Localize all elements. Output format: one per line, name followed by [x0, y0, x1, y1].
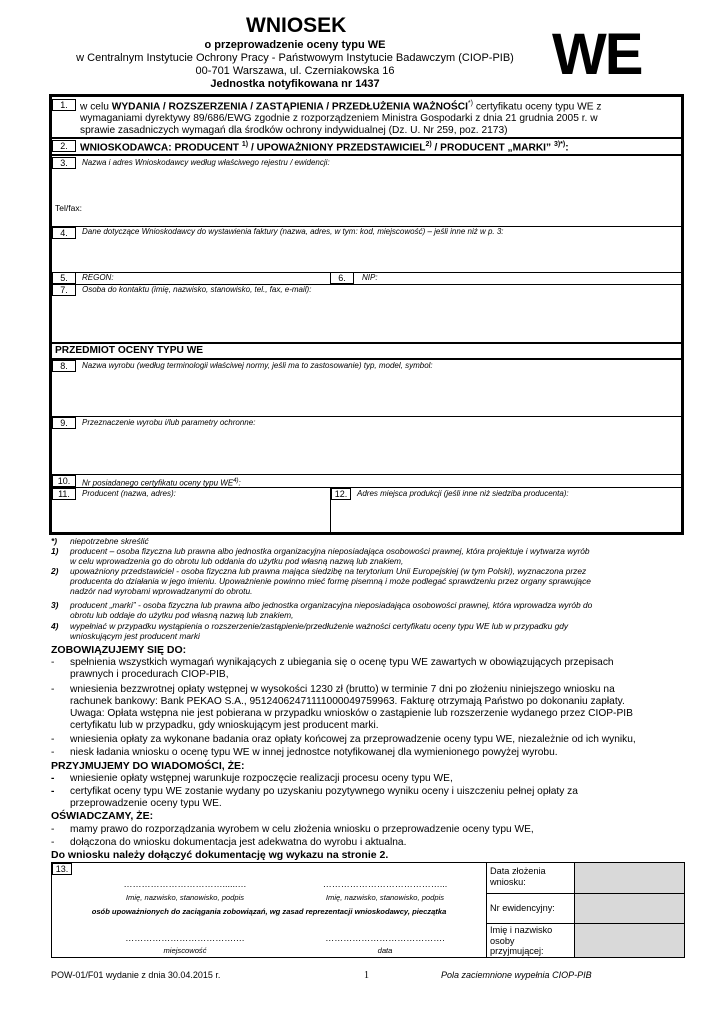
contact-person-input[interactable]	[52, 297, 681, 340]
field-8-number: 8.	[52, 360, 76, 372]
field-10-number: 10.	[52, 475, 76, 487]
field-7-label: Osoba do kontaktu (imię, nazwisko, stanowisko, tel., fax, e-mail):	[82, 285, 312, 294]
date-line[interactable]: ………………………………….	[325, 933, 445, 943]
office-reg-label: Nr ewidencyjny:	[490, 903, 555, 913]
we-mark: WE	[552, 22, 642, 87]
field-7-number: 7.	[52, 284, 76, 296]
declare-heading: OŚWIADCZAMY, ŻE:	[51, 810, 154, 822]
field-1-number: 1.	[52, 99, 76, 111]
field-3-label: Nazwa i adres Wnioskodawcy według właściwego rejestru / ewidencji:	[82, 158, 330, 167]
production-address-input[interactable]	[331, 501, 680, 533]
telfax-label: Tel/fax:	[55, 203, 82, 213]
invoice-data-input[interactable]	[52, 240, 681, 271]
field-5-label: REGON:	[82, 273, 114, 282]
date-caption: data	[377, 946, 393, 955]
field-9-number: 9.	[52, 417, 76, 429]
field-4-label: Dane dotyczące Wnioskodawcy do wystawienia faktury (nazwa, adres, w tym: kod, miejscowość) – jeśli inne niż w p. 3:	[82, 227, 504, 236]
product-purpose-input[interactable]	[52, 431, 681, 473]
section-1-text: w celu WYDANIA / ROZSZERZENIA / ZASTĄPIENIA / PRZEDŁUŻENIA WAŻNOŚCI*) certyfikatu oceny typu WE z wymaganiami dyrektywy 89/686/EWG zgodnie z rozporządzeniem Ministra Gospodarki z dnia 21 grudnia 2005 r. w sprawie zasadniczych wymagań dla środków ochrony indywidualnej (Dz. U. Nr 259, poz. 2173)	[80, 100, 602, 137]
institution-name: w Centralnym Instytucie Ochrony Pracy - Państwowym Instytucie Badawczym (CIOP-PIB)	[76, 52, 514, 64]
field-12-label: Adres miejsca produkcji (jeśli inne niż siedziba producenta):	[357, 489, 569, 498]
field-8-label: Nazwa wyrobu (według terminologii właściwej normy, jeśli ma to zastosowanie) typ, model, symbol:	[82, 361, 433, 370]
signature-caption-2: Imię, nazwisko, stanowisko, podpis	[325, 893, 445, 902]
form-title: WNIOSEK	[246, 14, 347, 37]
field-5-number: 5.	[52, 272, 76, 284]
regon-input[interactable]	[110, 272, 328, 284]
attachment-note: Do wniosku należy dołączyć dokumentację wg wykazu na stronie 2.	[51, 849, 389, 861]
field-10-label: Nr posiadanego certyfikatu oceny typu WE$^{4)}$:	[82, 478, 241, 488]
field-11-label: Producent (nazwa, adres):	[82, 489, 176, 498]
field-6-number: 6.	[330, 272, 354, 284]
office-date-field	[575, 863, 684, 893]
office-date-label: Data złożenia wniosku:	[490, 866, 546, 887]
shaded-fields-note: Pola zaciemnione wypełnia CIOP-PIB	[441, 970, 592, 980]
office-person-field	[575, 924, 684, 957]
field-2-number: 2.	[52, 140, 76, 152]
signature-caption-1: Imię, nazwisko, stanowisko, podpis	[125, 893, 245, 902]
product-name-input[interactable]	[52, 373, 681, 415]
applicant-heading: WNIOSKODAWCA: PRODUCENT $^{1)}$ / UPOWAŻNIONY PRZEDSTAWICIEL$^{2)}$ / PRODUCENT „MARKI” $^{3)*)}$:	[80, 141, 569, 154]
page-number: 1	[364, 970, 369, 981]
field-13-number: 13.	[52, 863, 72, 875]
institution-address: 00-701 Warszawa, ul. Czerniakowska 16	[195, 65, 395, 77]
subject-heading: PRZEDMIOT OCENY TYPU WE	[55, 345, 204, 356]
field-12-number: 12.	[331, 488, 351, 500]
authorized-persons-note: osób upoważnionych do zaciągania zobowiązań, wg zasad reprezentacji wnioskodawcy, pieczątka	[91, 907, 447, 916]
certificate-number-input[interactable]	[250, 475, 680, 487]
commit-heading: ZOBOWIĄZUJEMY SIĘ DO:	[51, 644, 187, 656]
field-3-number: 3.	[52, 157, 76, 169]
notice-heading: PRZYJMUJEMY DO WIADOMOŚCI, ŻE:	[51, 760, 245, 772]
notified-body: Jednostka notyfikowana nr 1437	[210, 78, 380, 90]
place-caption: miejscowość	[163, 946, 207, 955]
field-9-label: Przeznaczenie wyrobu i/lub parametry ochronne:	[82, 418, 256, 427]
applicant-name-input[interactable]	[52, 170, 681, 225]
field-6-label: NIP:	[362, 273, 378, 282]
form-code: POW-01/F01 wydanie z dnia 30.04.2015 r.	[51, 970, 221, 980]
field-11-number: 11.	[52, 488, 76, 500]
field-4-number: 4.	[52, 227, 76, 239]
nip-input[interactable]	[382, 272, 680, 284]
place-line[interactable]: ……………………………….…	[125, 933, 245, 943]
form-subtitle: o przeprowadzenie oceny typu WE	[204, 39, 386, 51]
office-reg-field	[575, 894, 684, 923]
office-person-label: Imię i nazwisko osoby przyjmującej:	[490, 925, 553, 956]
producent-input[interactable]	[52, 501, 328, 533]
signature-line-2[interactable]: …………………………………...	[322, 879, 448, 889]
signature-line-1[interactable]: ……………………………......…	[123, 879, 247, 889]
